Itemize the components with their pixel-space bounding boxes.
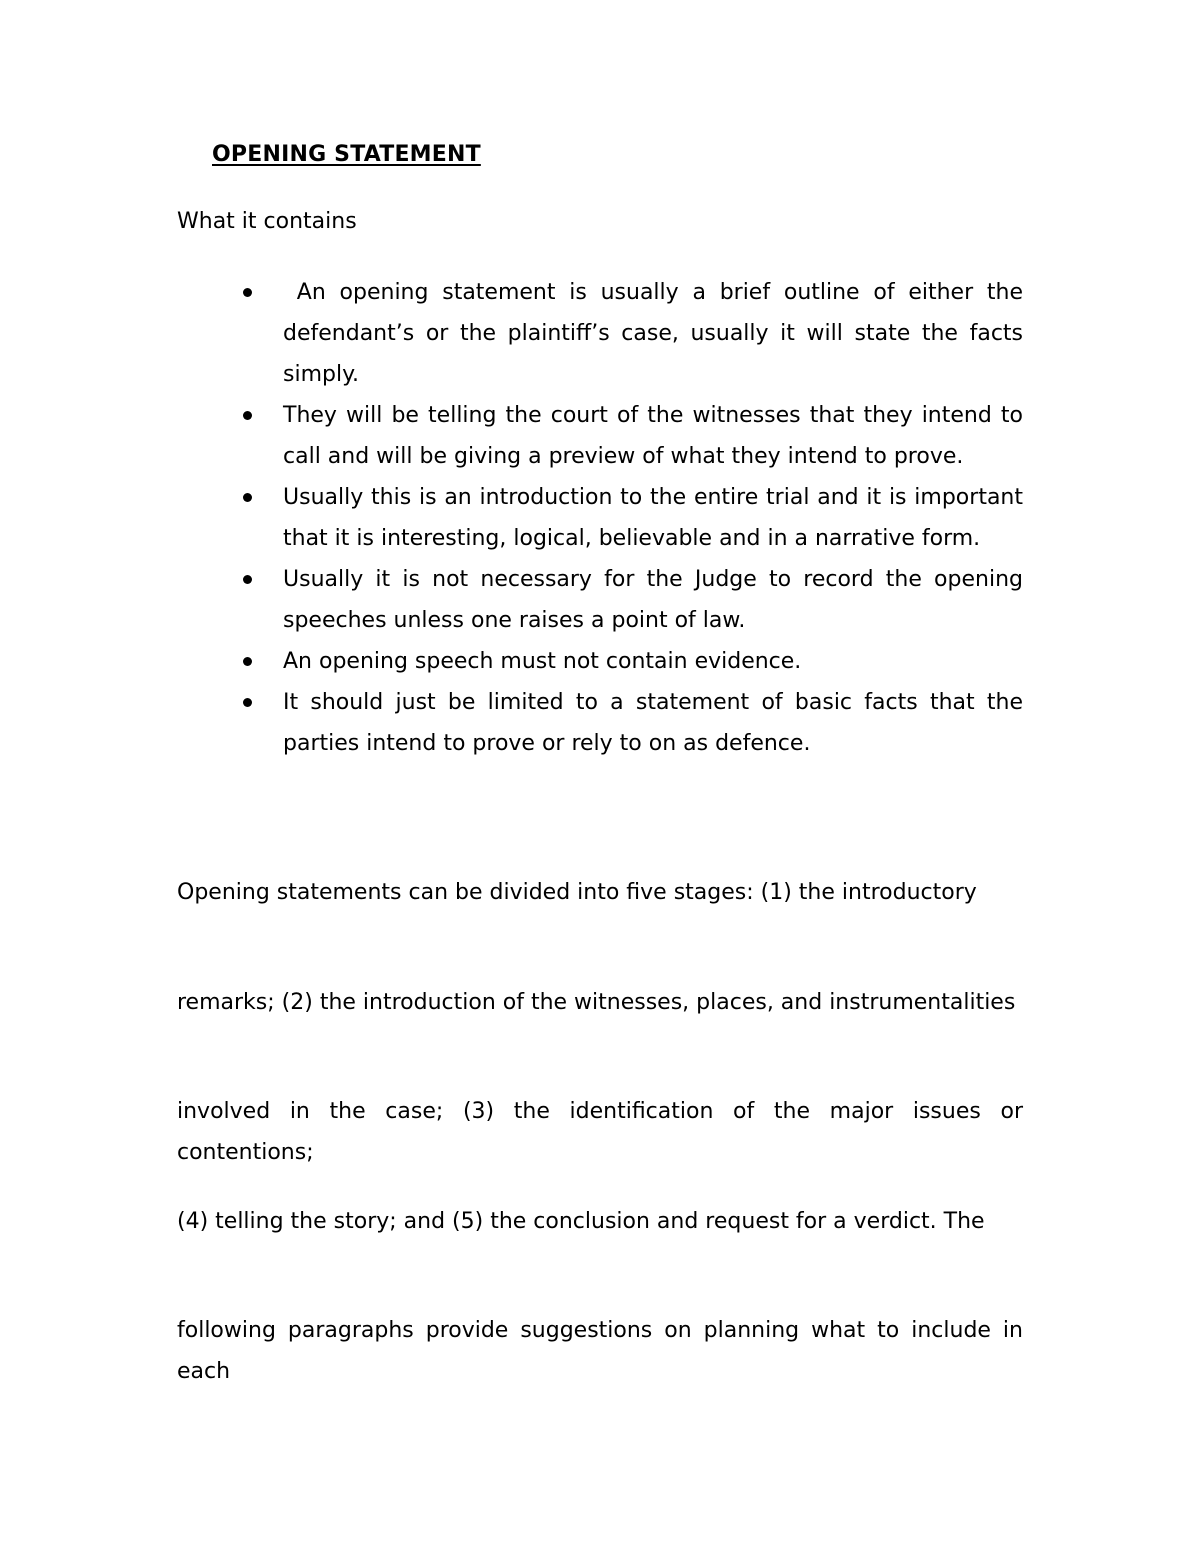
list-item bbox=[283, 641, 1023, 682]
section-subheading: What it contains bbox=[177, 209, 357, 234]
bullet-list bbox=[283, 272, 1030, 764]
list-item bbox=[283, 477, 1023, 559]
bullet-icon bbox=[243, 288, 252, 297]
list-item-text: An opening speech must not contain evidence. bbox=[283, 649, 802, 674]
body-paragraph: Opening statements can be divided into five stages: (1) the introductory bbox=[177, 880, 977, 905]
list-item-text: Usually it is not necessary for the Judge to record the opening speeches unless one raises a point of law. bbox=[283, 567, 1023, 633]
body-paragraph: involved in the case; (3) the identification of the major issues or contentions; bbox=[177, 1099, 1023, 1165]
list-item-text: They will be telling the court of the witnesses that they intend to call and will be giving a preview of what they intend to prove. bbox=[283, 403, 1023, 469]
list-item bbox=[283, 682, 1023, 764]
bullet-icon bbox=[243, 411, 252, 420]
list-item bbox=[283, 272, 1030, 395]
list-item bbox=[283, 395, 1023, 477]
bullet-icon bbox=[243, 657, 252, 666]
list-item bbox=[283, 559, 1023, 641]
list-item-text: An opening statement is usually a brief outline of either the defendant’s or the plaintiff’s case, usually it will state the facts simply. bbox=[283, 280, 1030, 387]
list-item-text: Usually this is an introduction to the entire trial and it is important that it is interesting, logical, believable and in a narrative form. bbox=[283, 485, 1023, 551]
bullet-icon bbox=[243, 493, 252, 502]
list-item-text: It should just be limited to a statement of basic facts that the parties intend to prove or rely to on as defence. bbox=[283, 690, 1023, 756]
bullet-icon bbox=[243, 698, 252, 707]
bullet-icon bbox=[243, 575, 252, 584]
body-paragraph: (4) telling the story; and (5) the conclusion and request for a verdict. The bbox=[177, 1209, 985, 1234]
body-paragraph: following paragraphs provide suggestions on planning what to include in each bbox=[177, 1318, 1023, 1384]
body-paragraph: remarks; (2) the introduction of the witnesses, places, and instrumentalities bbox=[177, 990, 1016, 1015]
page-title: OPENING STATEMENT bbox=[212, 142, 481, 167]
